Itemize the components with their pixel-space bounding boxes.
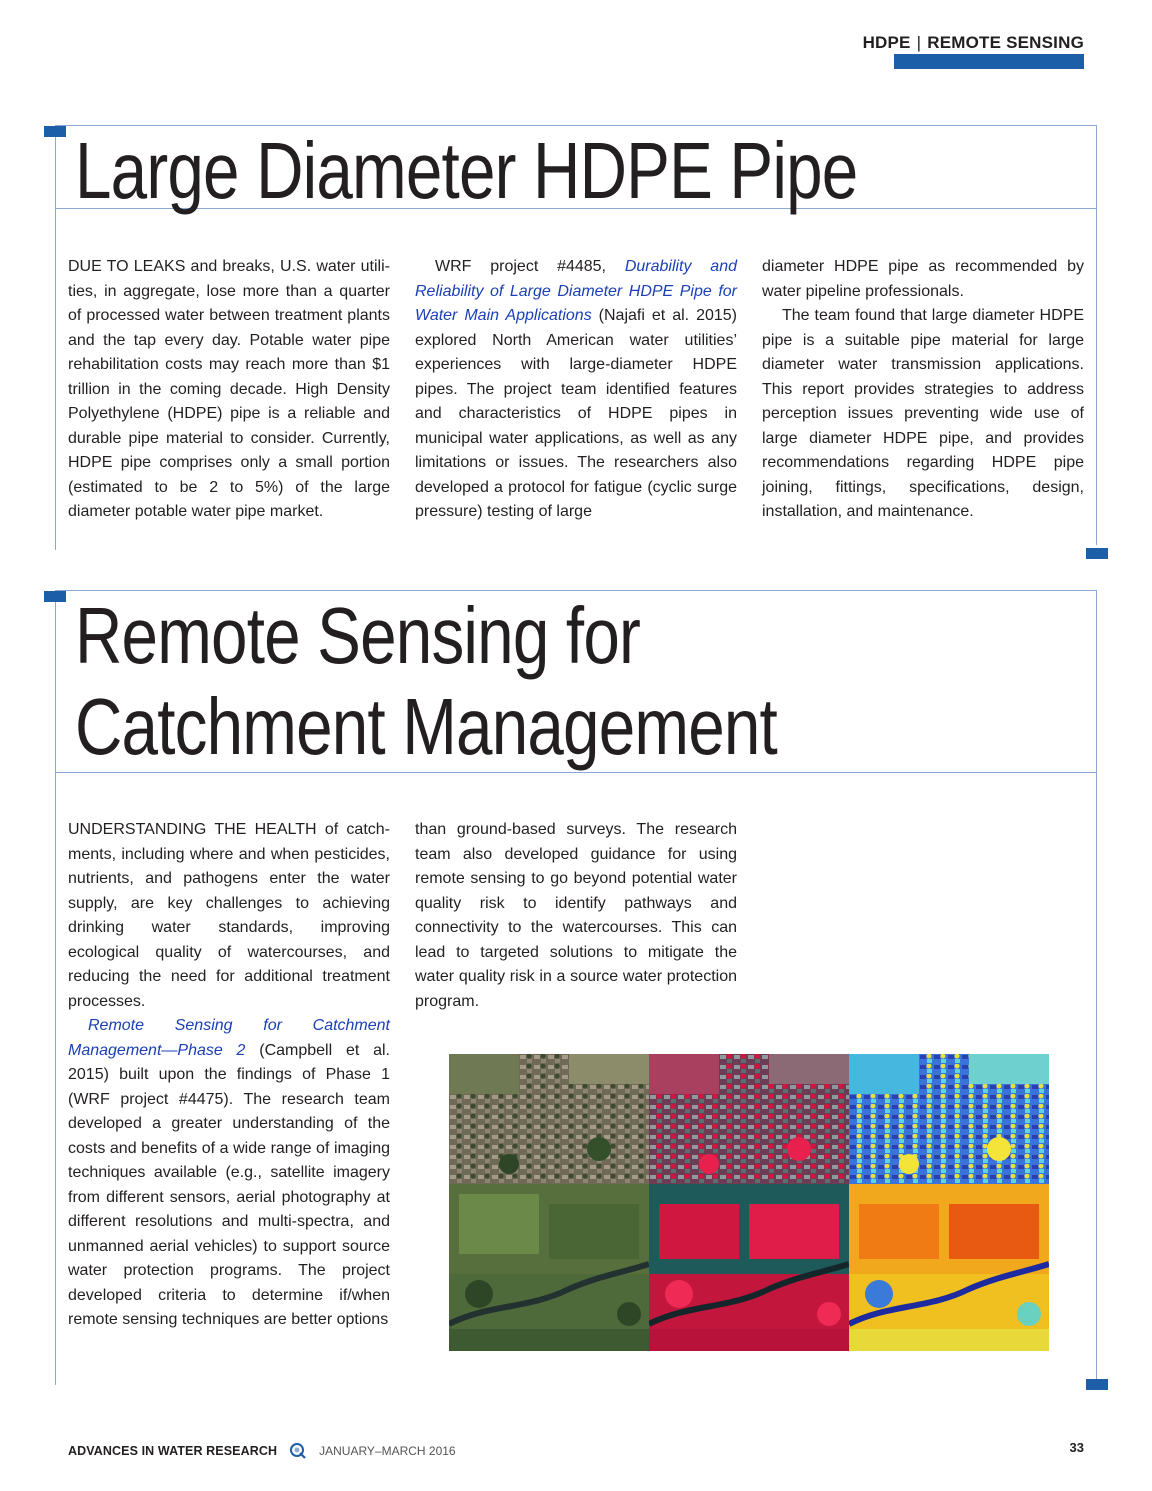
- article1-p2-rest: (Najafi et al. 2015) explored North American water utilities’ experiences with large-diameter HDPE pipes. The project team identified features and characteristics of HDPE pipes in municipal water applications, as well as any limitations or issues. The researchers also developed a protocol for fatigue (cyclic surge pressure) testing of large: [415, 307, 737, 520]
- article2-end-marker: [1086, 1379, 1108, 1390]
- false-color-infrared-image: [649, 1054, 849, 1351]
- article1-p2-prefix: WRF project #4485,: [435, 258, 625, 275]
- article1-corner-marker: [44, 126, 66, 137]
- remote-sensing-imagery: [449, 1054, 1049, 1351]
- article2-column-2: [415, 818, 737, 1014]
- article2-paragraph-2: [68, 1014, 390, 1333]
- article1-paragraph-3: diameter HDPE pipe as recommended by water pipeline professionals.: [762, 258, 1084, 300]
- article2-title-line-1: Remote Sensing for: [75, 591, 641, 680]
- article2-p2-rest: (Campbell et al. 2015) built upon the findings of Phase 1 (WRF project #4475). The research team developed a greater understanding of the costs and benefits of a wide range of imaging techniques available (e.g., satellite imagery from different sensors, aerial photography at different resolutions and multi-spectra, and unmanned aerial vehicles) to support source water protection programs. The project developed criteria to determine if/when remote sensing techniques are better options: [68, 1041, 390, 1328]
- article2-report-link[interactable]: Remote Sensing for Catchment Management—Phase 2: [68, 1017, 390, 1059]
- page-number: 33: [1069, 1440, 1084, 1455]
- article1-report-link[interactable]: Durability and Reliability of Large Diameter HDPE Pipe for Water Main Applications: [415, 258, 737, 324]
- article2-right-rule: [1096, 590, 1097, 1380]
- article1-left-rule: [55, 125, 56, 550]
- article1-right-rule: [1096, 125, 1097, 545]
- issue-date: JANUARY–MARCH 2016: [319, 1444, 456, 1458]
- footer: [68, 1442, 456, 1460]
- foundation-logo-icon: [289, 1442, 307, 1460]
- section-label: [863, 33, 1084, 53]
- section-label-remote-sensing: REMOTE SENSING: [927, 33, 1084, 52]
- article1-column-2: [415, 255, 737, 525]
- article1-title: Large Diameter HDPE Pipe: [75, 126, 858, 215]
- article1-paragraph-4: The team found that large diameter HDPE pipe is a suitable pipe material for large diameter water transmission applications. This report provides strategies to address perception issues preventing wide use of large diameter HDPE pipe, and provides recommendations regarding HDPE pipe joining, fittings, specifications, design, installation, and maintenance.: [762, 307, 1084, 520]
- article2-paragraph-3: than ground-based surveys. The research team also developed guidance for using remote sensing to go beyond potential water quality risk to identify pathways and connectivity to the watercourses. This can lead to targeted solutions to mitigate the water quality risk in a source water protection program.: [415, 821, 737, 1010]
- true-color-aerial-image: [449, 1054, 649, 1351]
- journal-name: ADVANCES IN WATER RESEARCH: [68, 1444, 278, 1458]
- article2-left-rule: [55, 590, 56, 1385]
- header-accent-bar: [894, 54, 1084, 69]
- article1-paragraph-2: [415, 255, 737, 525]
- article2-column-1: [68, 818, 390, 1333]
- article1-end-marker: [1086, 548, 1108, 559]
- article1-paragraph-1: DUE TO LEAKS and breaks, U.S. water utilities, in aggregate, lose more than a quarter of processed water between treatment plants and the tap every day. Potable water pipe rehabilitation costs may reach more than $1 trillion in the coming decade. High Density Polyethylene (HDPE) pipe is a reliable and durable pipe material to consider. Currently, HDPE pipe comprises only a small portion (estimated to be 2 to 5%) of the large diameter potable water pipe market.: [68, 258, 390, 520]
- article2-title-rule: [55, 772, 1097, 773]
- section-separator: |: [916, 33, 922, 52]
- article2-title-line-2: Catchment Management: [75, 682, 777, 771]
- article1-column-1: [68, 255, 390, 525]
- article2-paragraph-1: UNDERSTANDING THE HEALTH of catchments, including where and when pesticides, nutrients, and pathogens enter the water supply, are key challenges to achieving drinking water standards, improving ecological quality of watercourses, and reducing the need for additional treatment processes.: [68, 821, 390, 1010]
- article2-title: [75, 590, 777, 772]
- vegetation-index-heatmap: [849, 1054, 1049, 1351]
- article2-corner-marker: [44, 591, 66, 602]
- article1-column-3: [762, 255, 1084, 525]
- section-label-hdpe: HDPE: [862, 33, 911, 52]
